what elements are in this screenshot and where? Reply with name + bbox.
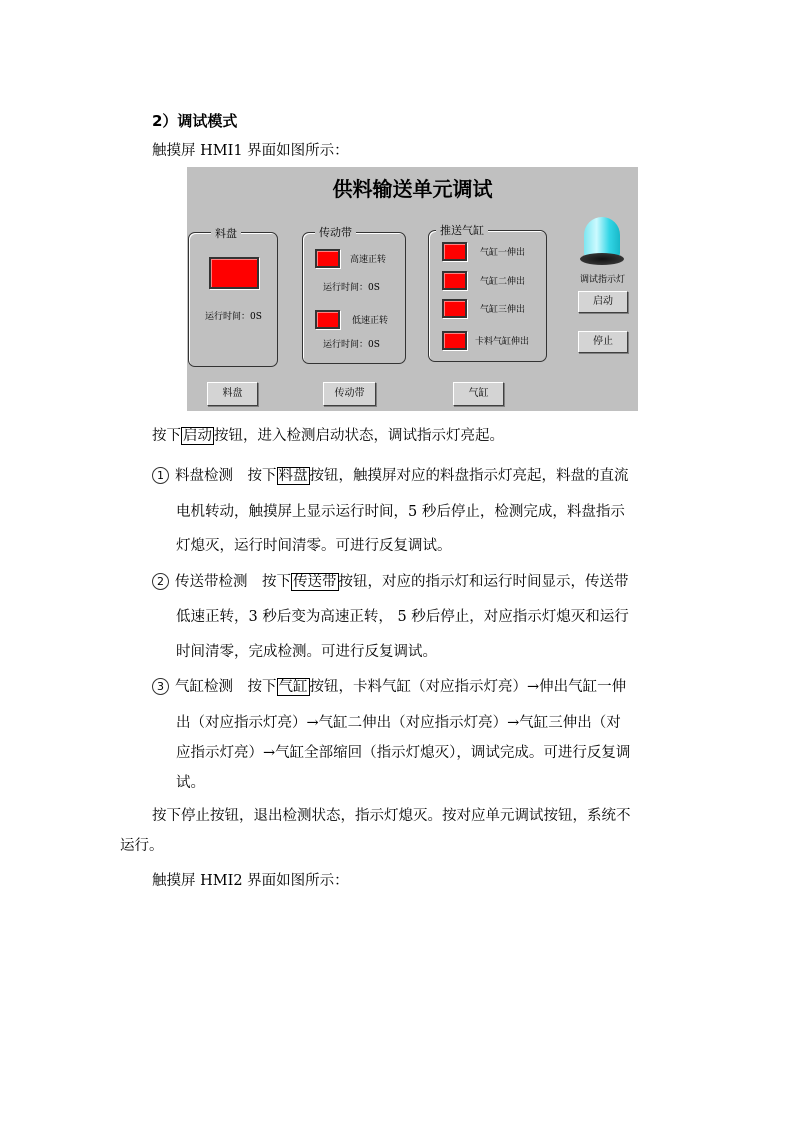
cylinder1-lamp [442, 242, 467, 261]
beacon-base [580, 253, 624, 265]
hmi1-panel [187, 167, 638, 411]
item1-line2: 电机转动，触摸屏上显示运行时间，5 秒后停止，检测完成，料盘指示 [176, 504, 625, 520]
item2-pre: 传送带检测 按下 [175, 574, 291, 590]
item3-line1 [152, 677, 626, 697]
item1-key: 料盘 [278, 468, 308, 484]
stop-paragraph-line2: 运行。 [120, 838, 164, 854]
item2-line3: 时间清零，完成检测。可进行反复调试。 [176, 644, 437, 660]
item3-pre: 气缸检测 按下 [175, 679, 277, 695]
tray-group-label: 料盘 [211, 225, 241, 241]
tray-lamp [209, 257, 259, 289]
belt-low-lamp [315, 310, 340, 329]
beacon-light-icon [584, 217, 620, 257]
tray-button[interactable]: 料盘 [207, 382, 258, 406]
belt-high-lamp [315, 249, 340, 268]
belt-button[interactable]: 传动带 [323, 382, 376, 406]
start-pre: 按下 [152, 428, 181, 444]
item1-line1 [152, 466, 629, 486]
item1-post: 按钮，触摸屏对应的料盘指示灯亮起，料盘的直流 [309, 468, 629, 484]
start-button[interactable]: 启动 [578, 291, 628, 313]
indicator-label: 调试指示灯 [580, 275, 626, 285]
item2-number: 2 [152, 573, 169, 590]
item2-line2: 低速正转，3 秒后变为高速正转， 5 秒后停止，对应指示灯熄灭和运行 [176, 609, 629, 625]
intro-hmi1: 触摸屏 HMI1 界面如图所示： [152, 143, 349, 159]
section-heading: 2）调试模式 [152, 112, 238, 130]
cylinder2-lamp [442, 271, 467, 290]
item2-post: 按钮，对应的指示灯和运行时间显示，传送带 [338, 574, 629, 590]
belt-group-label: 传动带 [315, 224, 356, 240]
item3-line4: 试。 [176, 775, 205, 791]
item1-line3: 灯熄灭，运行时间清零。可进行反复调试。 [176, 538, 452, 554]
cylinder2-label: 气缸二伸出 [480, 277, 526, 287]
item3-number: 3 [152, 678, 169, 695]
item3-key: 气缸 [278, 679, 308, 695]
stop-button[interactable]: 停止 [578, 331, 628, 353]
item2-key: 传送带 [293, 574, 337, 590]
cylinder-stuck-lamp [442, 331, 467, 350]
start-key: 启动 [183, 428, 212, 444]
stop-paragraph-line1: 按下停止按钮，退出检测状态，指示灯熄灭。按对应单元调试按钮，系统不 [152, 808, 631, 824]
start-paragraph [152, 426, 504, 446]
belt-low-label: 低速正转 [352, 316, 389, 326]
belt-runtime-2: 运行时间：0S [323, 340, 380, 350]
cylinder1-label: 气缸一伸出 [480, 248, 526, 258]
belt-runtime-1: 运行时间：0S [323, 283, 380, 293]
hmi-title: 供料输送单元调试 [332, 177, 493, 201]
cylinder3-label: 气缸三伸出 [480, 305, 526, 315]
intro-hmi2: 触摸屏 HMI2 界面如图所示： [152, 873, 349, 889]
tray-group [188, 232, 278, 367]
item1-pre: 料盘检测 按下 [175, 468, 277, 484]
cylinder-button[interactable]: 气缸 [453, 382, 504, 406]
item1-number: 1 [152, 467, 169, 484]
item2-line1 [152, 572, 629, 592]
start-post: 按钮，进入检测启动状态，调试指示灯亮起。 [214, 428, 504, 444]
item3-post: 按钮，卡料气缸（对应指示灯亮）→伸出气缸一伸 [309, 679, 627, 695]
belt-high-label: 高速正转 [350, 255, 387, 265]
item3-line3: 应指示灯亮）→气缸全部缩回（指示灯熄灭），调试完成。可进行反复调 [176, 745, 631, 761]
cylinder-group-label: 推送气缸 [436, 222, 488, 238]
item3-line2: 出（对应指示灯亮）→气缸二伸出（对应指示灯亮）→气缸三伸出（对 [176, 715, 621, 731]
cylinder3-lamp [442, 299, 467, 318]
cylinder-stuck-label: 卡料气缸伸出 [475, 337, 530, 347]
tray-runtime: 运行时间：0S [205, 312, 262, 322]
